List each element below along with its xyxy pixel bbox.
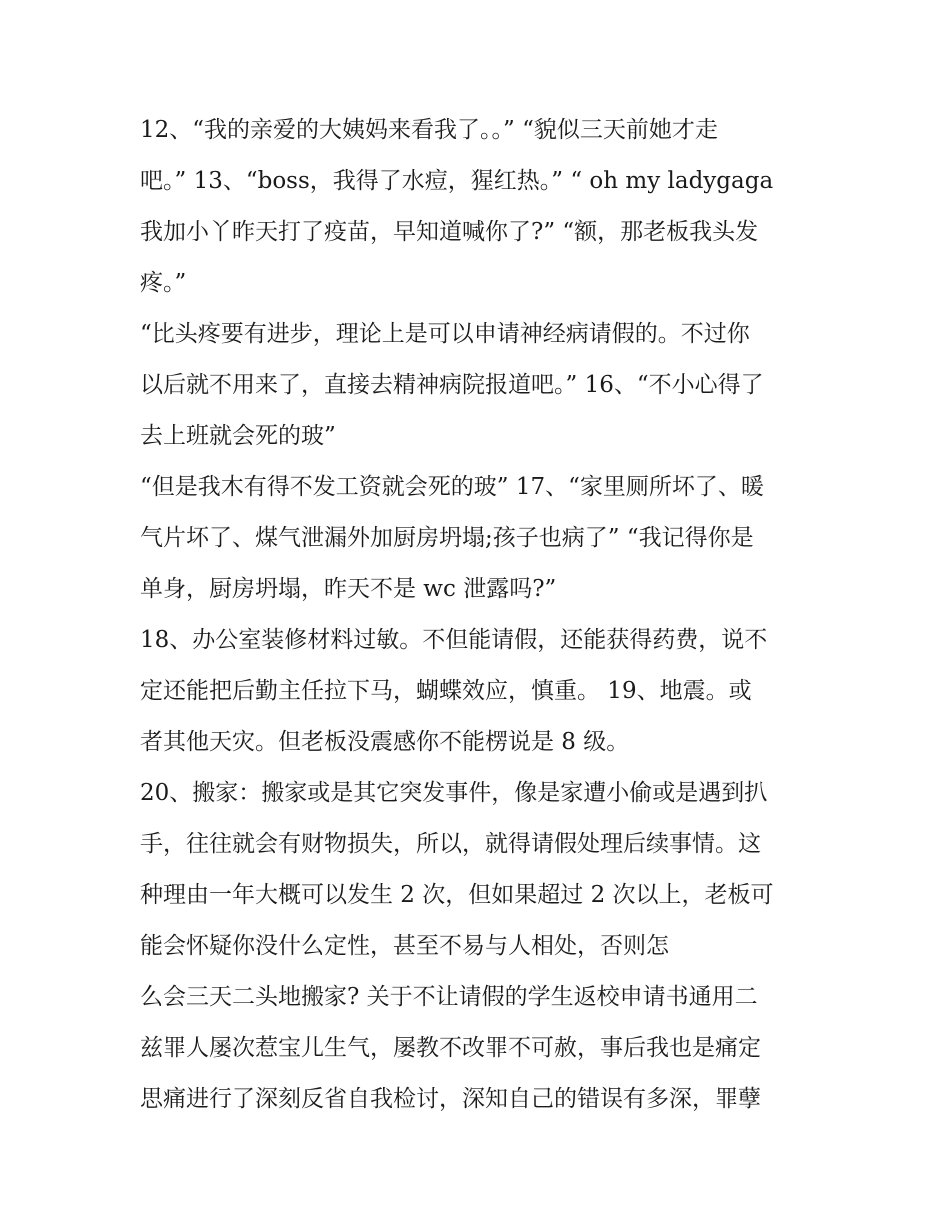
- text-line: 者其他天灾。但老板没震感你不能楞说是 8 级。: [140, 729, 630, 755]
- text-line: “比头疼要有进步，理论上是可以申请神经病请假的。不过你: [140, 321, 750, 347]
- text-line: 18、办公室装修材料过敏。不但能请假，还能获得药费，说不: [140, 627, 768, 653]
- text-line: 能会怀疑你没什么定性，甚至不易与人相处，否则怎: [140, 933, 669, 959]
- text-line: 么会三天二头地搬家? 关于不让请假的学生返校申请书通用二: [140, 984, 758, 1010]
- text-line: 12、“我的亲爱的大姨妈来看我了。。” “貌似三天前她才走: [140, 117, 718, 143]
- text-line: 手，往往就会有财物损失，所以，就得请假处理后续事情。这: [140, 831, 761, 857]
- text-line: “但是我木有得不发工资就会死的玻” 17、“家里厕所坏了、暖: [140, 474, 764, 500]
- text-line: 种理由一年大概可以发生 2 次，但如果超过 2 次以上，老板可: [140, 882, 774, 908]
- document-body: [140, 105, 830, 1125]
- text-line: 兹罪人屡次惹宝儿生气，屡教不改罪不可赦，事后我也是痛定: [140, 1035, 761, 1061]
- text-line: 疼。”: [140, 270, 187, 296]
- text-line: 我加小丫昨天打了疫苗，早知道喊你了?” “额，那老板我头发: [140, 219, 759, 245]
- text-line: 去上班就会死的玻”: [140, 423, 336, 449]
- text-line: 吧。” 13、“boss，我得了水痘，猩红热。” “ oh my ladygaga: [140, 168, 774, 194]
- text-line: 气片坏了、煤气泄漏外加厨房坍塌;孩子也病了” “我记得你是: [140, 525, 754, 551]
- text-line: 单身，厨房坍塌，昨天不是 wc 泄露吗?”: [140, 576, 557, 602]
- text-line: 定还能把后勤主任拉下马，蝴蝶效应，慎重。 19、地震。或: [140, 678, 752, 704]
- text-line: 以后就不用来了，直接去精神病院报道吧。” 16、“不小心得了: [140, 372, 764, 398]
- text-line: 20、搬家：搬家或是其它突发事件，像是家遭小偷或是遇到扒: [140, 780, 768, 806]
- text-line: 思痛进行了深刻反省自我检讨，深知自己的错误有多深，罪孽: [140, 1086, 761, 1112]
